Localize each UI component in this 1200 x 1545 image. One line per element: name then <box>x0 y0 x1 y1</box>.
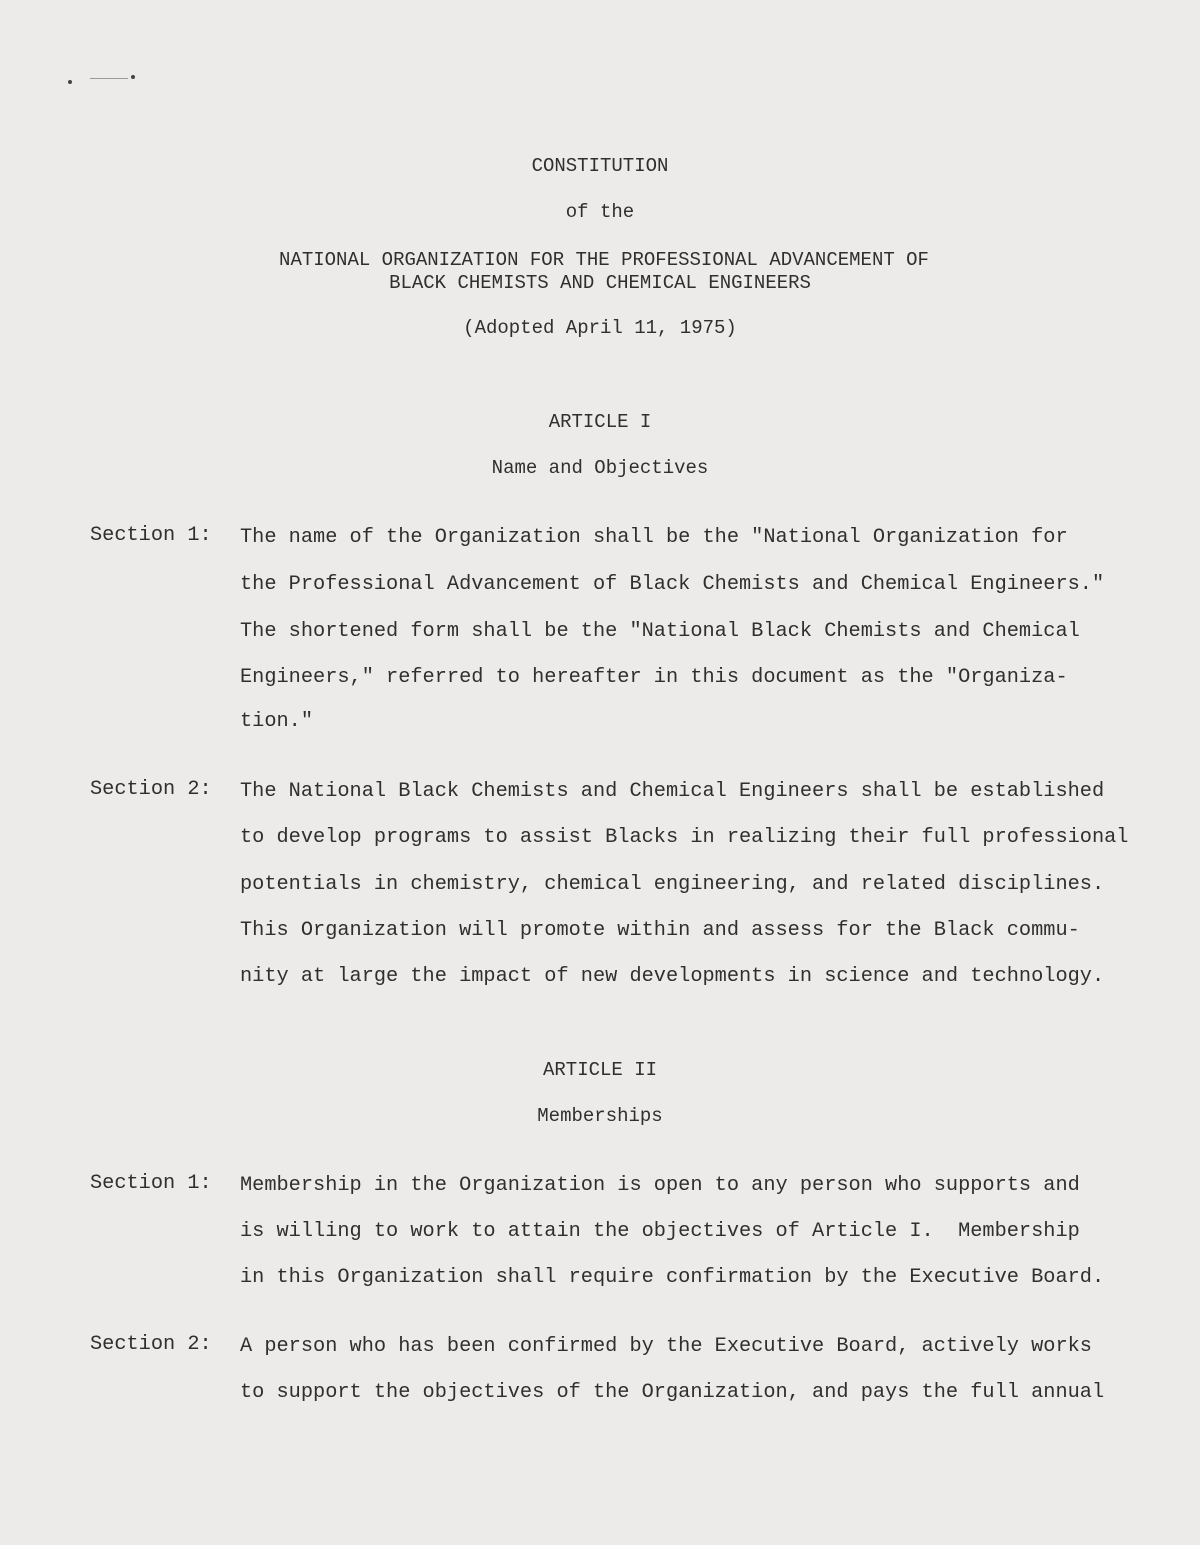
article-1-title: ARTICLE I <box>548 411 652 433</box>
section-line: potentials in chemistry, chemical engineering, and related disciplines. <box>240 873 1105 896</box>
of-the: of the <box>565 201 635 223</box>
stray-mark <box>90 78 128 79</box>
section-label: Section 1: <box>90 524 212 547</box>
section-line: tion." <box>240 710 314 733</box>
section-line: A person who has been confirmed by the Executive Board, actively works <box>240 1335 1092 1358</box>
section-line: the Professional Advancement of Black Chemists and Chemical Engineers." <box>240 573 1105 596</box>
section-line: is willing to work to attain the objectives of Article I. Membership <box>240 1220 1080 1243</box>
article-1-subtitle: Name and Objectives <box>491 457 709 479</box>
section-line: The National Black Chemists and Chemical Engineers shall be established <box>240 780 1105 803</box>
section-label: Section 2: <box>90 1333 212 1356</box>
section-line: to develop programs to assist Blacks in realizing their full professional <box>240 826 1129 849</box>
section-line: Membership in the Organization is open to any person who supports and <box>240 1174 1080 1197</box>
document-title: CONSTITUTION <box>531 155 669 177</box>
stray-mark <box>68 80 72 84</box>
section-line: Engineers," referred to hereafter in this document as the "Organiza- <box>240 666 1068 689</box>
org-name-line-1: NATIONAL ORGANIZATION FOR THE PROFESSIONAL ADVANCEMENT OF <box>279 249 929 271</box>
section-line: nity at large the impact of new developments in science and technology. <box>240 965 1105 988</box>
section-line: The shortened form shall be the "National Black Chemists and Chemical <box>240 620 1080 643</box>
org-name-line-2: BLACK CHEMISTS AND CHEMICAL ENGINEERS <box>389 272 811 294</box>
article-2-subtitle: Memberships <box>537 1105 663 1127</box>
section-label: Section 2: <box>90 778 212 801</box>
section-line: to support the objectives of the Organization, and pays the full annual <box>240 1381 1105 1404</box>
section-line: The name of the Organization shall be the "National Organization for <box>240 526 1068 549</box>
section-line: This Organization will promote within and assess for the Black commu- <box>240 919 1080 942</box>
adoption-date: (Adopted April 11, 1975) <box>463 317 737 339</box>
stray-mark <box>131 75 135 79</box>
article-2-title: ARTICLE II <box>542 1059 658 1081</box>
section-label: Section 1: <box>90 1172 212 1195</box>
section-line: in this Organization shall require confirmation by the Executive Board. <box>240 1266 1105 1289</box>
